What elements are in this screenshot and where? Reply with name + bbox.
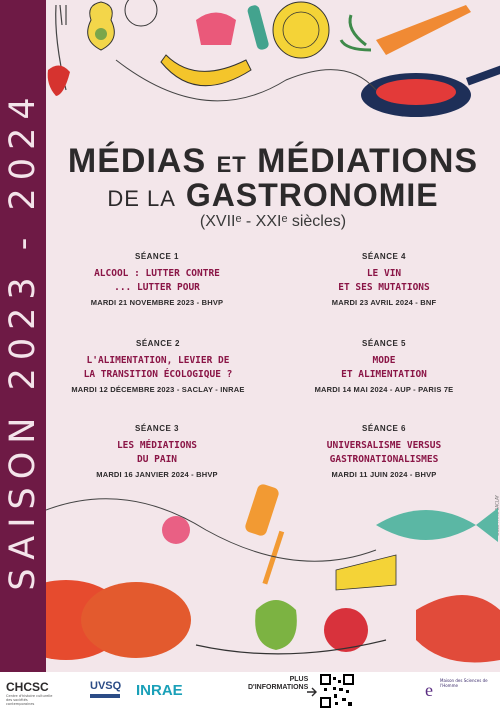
- cheese-icon: [336, 555, 396, 590]
- session-1: [57, 252, 257, 307]
- more-info-line-1: PLUS: [289, 676, 309, 683]
- saison-label: SAISON 2023 - 2024: [3, 89, 43, 591]
- spatula-icon: [244, 483, 284, 585]
- steak-icon: [416, 595, 500, 663]
- session-label: SÉANCE 4: [361, 252, 406, 261]
- title-et: ET: [216, 152, 247, 177]
- plate-icon: [273, 2, 329, 58]
- sweet-icon: [162, 516, 190, 544]
- banana-icon: [161, 55, 251, 86]
- uvsq-bar: [90, 694, 120, 698]
- carrot-icon: [341, 5, 471, 55]
- title-de-la: DE LA: [107, 186, 176, 211]
- uvsq-name: UVSQ: [90, 680, 122, 692]
- arrow-icon: [306, 686, 318, 698]
- pear-icon: [88, 2, 115, 50]
- session-date: MARDI 21 NOVEMBRE 2023 - BHVP: [90, 298, 224, 307]
- food-illustration-bottom: [46, 470, 500, 672]
- spatula-icon: [247, 4, 270, 51]
- session-4: [284, 252, 484, 307]
- session-title: LA TRANSITION ÉCOLOGIQUE ?: [83, 369, 233, 380]
- msh-icon: e: [425, 680, 433, 700]
- session-title: ET ALIMENTATION: [341, 369, 427, 380]
- pepper-icon: [255, 600, 297, 650]
- session-date: MARDI 14 MAI 2024 - AUP - PARIS 7E: [314, 385, 454, 394]
- session-title: GASTRONATIONALISMES: [329, 454, 439, 465]
- session-date: MARDI 23 AVRIL 2024 - BNF: [331, 298, 437, 307]
- title-mediations: MÉDIATIONS: [257, 142, 479, 180]
- egg-icon: [125, 0, 157, 26]
- session-title: ... LUTTER POUR: [114, 282, 200, 293]
- title-period: (XVIIᵉ - XXIᵉ siècles): [199, 213, 347, 230]
- title-line-2: [46, 177, 500, 214]
- session-title: LES MÉDIATIONS: [116, 440, 198, 451]
- session-title: MODE: [372, 355, 396, 366]
- session-title: UNIVERSALISME VERSUS: [326, 440, 442, 451]
- title-line-1: [46, 142, 500, 181]
- session-label: SÉANCE 1: [134, 252, 179, 261]
- inrae-logo: INRAE: [136, 682, 183, 699]
- title-gastronomie: GASTRONOMIE: [185, 177, 439, 213]
- food-illustration-top: [46, 0, 500, 135]
- session-title: DU PAIN: [136, 454, 178, 465]
- session-label: SÉANCE 6: [361, 424, 406, 433]
- session-label: SÉANCE 2: [135, 339, 180, 348]
- session-label: SÉANCE 3: [134, 424, 179, 433]
- chcsc-subtitle: Centre d'histoire culturelle des sociétés contemporaines: [6, 694, 53, 706]
- session-label: SÉANCE 5: [361, 339, 406, 348]
- session-5: [284, 339, 484, 394]
- strawberry-icon: [48, 65, 70, 96]
- session-title: L'ALIMENTATION, LEVIER DE: [86, 355, 230, 366]
- chcsc-name: CHCSC: [6, 680, 49, 694]
- session-title: LE VIN: [366, 268, 402, 279]
- session-2: [58, 339, 258, 394]
- session-title: ET SES MUTATIONS: [338, 282, 430, 293]
- pan-icon: [361, 64, 500, 117]
- session-date: MARDI 11 JUIN 2024 - BHVP: [331, 470, 437, 479]
- roast-icon: [81, 582, 191, 658]
- sweet-icon: [196, 13, 236, 46]
- session-title: ALCOOL : LUTTER CONTRE: [94, 268, 220, 279]
- title-medias: MÉDIAS: [67, 142, 207, 180]
- session-date: MARDI 16 JANVIER 2024 - BHVP: [96, 470, 218, 479]
- session-date: MARDI 12 DÉCEMBRE 2023 - SACLAY - INRAE: [71, 385, 245, 394]
- fish-icon: [376, 508, 498, 542]
- msh-logo: Maison des Sciences de l'Homme: [440, 678, 488, 688]
- more-info-line-2: D'INFORMATIONS: [248, 684, 309, 691]
- qr-code-icon[interactable]: [320, 674, 354, 708]
- chcsc-logo: [6, 680, 56, 706]
- uvsq-logo: [90, 680, 121, 698]
- footer-logos: [0, 672, 500, 710]
- more-info-label[interactable]: [248, 676, 308, 692]
